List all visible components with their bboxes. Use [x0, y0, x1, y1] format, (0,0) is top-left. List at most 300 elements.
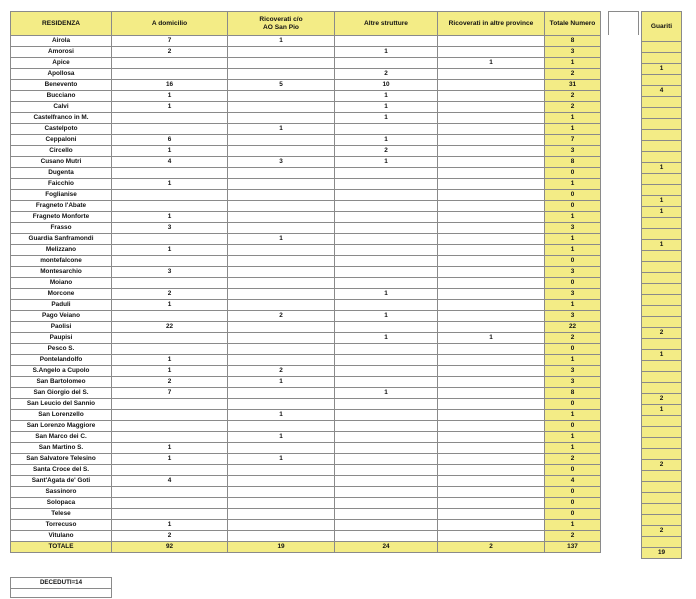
cell-province	[438, 377, 545, 388]
cell-domicilio: 16	[112, 80, 228, 91]
cell-domicilio: 1	[112, 179, 228, 190]
cell-totale: 3	[545, 377, 601, 388]
cell-domicilio: 1	[112, 355, 228, 366]
table-row	[11, 322, 601, 333]
cell-province	[438, 421, 545, 432]
cell-domicilio: 3	[112, 267, 228, 278]
cell-province	[438, 47, 545, 58]
cell-guariti: 1	[642, 405, 682, 416]
cell-residenza: San Leucio del Sannio	[11, 399, 112, 410]
cell-totale: 1	[545, 113, 601, 124]
cell-guariti	[642, 482, 682, 493]
deaths-label: DECEDUTI=14	[10, 577, 112, 589]
cell-domicilio: 1	[112, 454, 228, 465]
guariti-row	[642, 218, 682, 229]
cell-ricoverati	[228, 487, 335, 498]
cell-domicilio: 4	[112, 476, 228, 487]
cell-province	[438, 245, 545, 256]
cell-ricoverati	[228, 47, 335, 58]
guariti-row	[642, 306, 682, 317]
table-row	[11, 289, 601, 300]
cell-altre	[335, 190, 438, 201]
cell-ricoverati	[228, 256, 335, 267]
cell-guariti: 2	[642, 526, 682, 537]
cell-ricoverati: 2	[228, 311, 335, 322]
cell-province	[438, 146, 545, 157]
cell-altre	[335, 179, 438, 190]
cell-residenza: San Salvatore Telesino	[11, 454, 112, 465]
cell-totale: 8	[545, 36, 601, 47]
cell-guariti	[642, 361, 682, 372]
cell-ricoverati	[228, 113, 335, 124]
table-row	[11, 245, 601, 256]
cell-residenza: Ceppaloni	[11, 135, 112, 146]
table-row	[11, 102, 601, 113]
guariti-header-row	[642, 12, 682, 42]
cell-province	[438, 223, 545, 234]
guariti-row	[642, 75, 682, 86]
cell-domicilio	[112, 234, 228, 245]
table-row	[11, 69, 601, 80]
cell-province	[438, 267, 545, 278]
cell-guariti: 1	[642, 64, 682, 75]
cell-province	[438, 91, 545, 102]
deaths-empty-cell	[10, 588, 112, 598]
cell-residenza: San Bartolomeo	[11, 377, 112, 388]
cell-province	[438, 531, 545, 542]
cell-altre	[335, 465, 438, 476]
cell-ricoverati	[228, 190, 335, 201]
cell-province	[438, 201, 545, 212]
header-ricoverati	[228, 12, 335, 36]
cell-totale: 1	[545, 355, 601, 366]
guariti-row	[642, 361, 682, 372]
cell-guariti	[642, 97, 682, 108]
guariti-row	[642, 163, 682, 174]
guariti-row	[642, 229, 682, 240]
cell-domicilio	[112, 311, 228, 322]
guariti-row	[642, 130, 682, 141]
cell-residenza: montefalcone	[11, 256, 112, 267]
guariti-row	[642, 42, 682, 53]
cell-altre	[335, 212, 438, 223]
cell-guariti: 2	[642, 328, 682, 339]
cell-altre: 2	[335, 69, 438, 80]
cell-guariti	[642, 504, 682, 515]
cell-totale: 1	[545, 212, 601, 223]
cell-altre	[335, 245, 438, 256]
cell-province	[438, 69, 545, 80]
cell-totale: 3	[545, 267, 601, 278]
cell-altre	[335, 322, 438, 333]
cell-altre	[335, 520, 438, 531]
cell-guariti	[642, 262, 682, 273]
cell-guariti	[642, 152, 682, 163]
cell-totale: 0	[545, 487, 601, 498]
cell-domicilio: 1	[112, 91, 228, 102]
cell-province	[438, 344, 545, 355]
cell-totale: 0	[545, 509, 601, 520]
cell-altre	[335, 300, 438, 311]
cell-province	[438, 80, 545, 91]
cell-residenza: Benevento	[11, 80, 112, 91]
cell-totale: 3	[545, 146, 601, 157]
cell-province	[438, 157, 545, 168]
cell-totale: 0	[545, 256, 601, 267]
cell-residenza: Guardia Sanframondi	[11, 234, 112, 245]
cell-altre: 1	[335, 135, 438, 146]
cell-altre	[335, 58, 438, 69]
cell-altre: 2	[335, 146, 438, 157]
cell-totale: 1	[545, 410, 601, 421]
cell-altre	[335, 377, 438, 388]
cell-residenza: Solopaca	[11, 498, 112, 509]
cell-altre	[335, 454, 438, 465]
cell-ricoverati	[228, 531, 335, 542]
cell-residenza: Cusano Mutri	[11, 157, 112, 168]
cell-guariti: 1	[642, 207, 682, 218]
cell-totale: 4	[545, 476, 601, 487]
table-row	[11, 531, 601, 542]
cell-province	[438, 388, 545, 399]
cell-guariti	[642, 218, 682, 229]
table-row	[11, 399, 601, 410]
guariti-row	[642, 119, 682, 130]
cell-province	[438, 289, 545, 300]
guariti-row	[642, 449, 682, 460]
table-row	[11, 388, 601, 399]
cell-totale: 1	[545, 443, 601, 454]
cell-residenza: San Giorgio del S.	[11, 388, 112, 399]
cell-totale: 3	[545, 366, 601, 377]
cell-residenza: Pontelandolfo	[11, 355, 112, 366]
cell-altre: 1	[335, 47, 438, 58]
cell-altre: 1	[335, 311, 438, 322]
cell-guariti	[642, 251, 682, 262]
guariti-row	[642, 482, 682, 493]
table-row	[11, 201, 601, 212]
cell-guariti	[642, 295, 682, 306]
cell-domicilio	[112, 201, 228, 212]
header-domicilio: A domicilio	[112, 12, 228, 36]
cell-guariti	[642, 306, 682, 317]
cell-altre	[335, 476, 438, 487]
table-header-row	[11, 12, 601, 36]
guariti-row	[642, 64, 682, 75]
cell-ricoverati	[228, 498, 335, 509]
cell-ricoverati	[228, 322, 335, 333]
guariti-row	[642, 53, 682, 64]
cell-province	[438, 322, 545, 333]
guariti-row	[642, 416, 682, 427]
table-row	[11, 223, 601, 234]
cell-residenza: Morcone	[11, 289, 112, 300]
cell-province	[438, 509, 545, 520]
table-row	[11, 465, 601, 476]
header-guariti: Guariti	[642, 12, 682, 42]
cell-ricoverati	[228, 223, 335, 234]
cell-residenza: Frasso	[11, 223, 112, 234]
cell-domicilio	[112, 168, 228, 179]
cell-domicilio	[112, 256, 228, 267]
cell-domicilio	[112, 465, 228, 476]
cell-altre: 1	[335, 333, 438, 344]
cell-altre	[335, 256, 438, 267]
cell-residenza: Telese	[11, 509, 112, 520]
cell-guariti	[642, 493, 682, 504]
cell-guariti	[642, 174, 682, 185]
cell-residenza: Amorosi	[11, 47, 112, 58]
table-row	[11, 36, 601, 47]
cell-province	[438, 278, 545, 289]
cell-guariti	[642, 438, 682, 449]
guariti-row	[642, 97, 682, 108]
cell-totale: 2	[545, 531, 601, 542]
header-residenza: RESIDENZA	[11, 12, 112, 36]
cell-ricoverati	[228, 168, 335, 179]
blank-spacer-cell	[608, 11, 639, 35]
cell-totale: 2	[545, 454, 601, 465]
cell-altre	[335, 487, 438, 498]
header-ricoverati-line1: Ricoverati c/o	[259, 15, 303, 23]
cell-residenza: Vitulano	[11, 531, 112, 542]
guariti-row	[642, 438, 682, 449]
table-row	[11, 366, 601, 377]
cell-domicilio: 2	[112, 377, 228, 388]
cell-residenza: Foglianise	[11, 190, 112, 201]
cell-guariti	[642, 53, 682, 64]
table-row	[11, 476, 601, 487]
cell-altre: 1	[335, 102, 438, 113]
cell-domicilio	[112, 124, 228, 135]
guariti-row	[642, 515, 682, 526]
cell-guariti	[642, 284, 682, 295]
cell-residenza: Calvi	[11, 102, 112, 113]
cell-guariti	[642, 42, 682, 53]
cell-residenza: Fragneto l'Abate	[11, 201, 112, 212]
cell-ricoverati	[228, 388, 335, 399]
cell-residenza: Airola	[11, 36, 112, 47]
cell-province	[438, 179, 545, 190]
cell-totale: 1	[545, 432, 601, 443]
cell-domicilio	[112, 113, 228, 124]
table-row	[11, 135, 601, 146]
cell-altre	[335, 443, 438, 454]
table-row	[11, 410, 601, 421]
guariti-row	[642, 251, 682, 262]
cell-residenza: Montesarchio	[11, 267, 112, 278]
cell-ricoverati	[228, 520, 335, 531]
table-row	[11, 157, 601, 168]
cell-residenza: Bucciano	[11, 91, 112, 102]
table-row	[11, 509, 601, 520]
cell-domicilio: 1	[112, 245, 228, 256]
cell-province	[438, 520, 545, 531]
guariti-row	[642, 350, 682, 361]
cell-altre	[335, 36, 438, 47]
table-row	[11, 179, 601, 190]
cell-totale: 8	[545, 388, 601, 399]
cell-domicilio	[112, 58, 228, 69]
table-row	[11, 443, 601, 454]
cell-province	[438, 311, 545, 322]
header-ricoverati-line2: AO San Pio	[263, 23, 299, 31]
cell-ricoverati	[228, 146, 335, 157]
cell-guariti: 1	[642, 196, 682, 207]
cell-province	[438, 476, 545, 487]
guariti-row	[642, 383, 682, 394]
guariti-row	[642, 471, 682, 482]
cell-ricoverati	[228, 267, 335, 278]
cell-totale: 1	[545, 520, 601, 531]
cell-domicilio: 1	[112, 443, 228, 454]
cell-guariti	[642, 372, 682, 383]
cell-domicilio	[112, 190, 228, 201]
cell-residenza: Torrecuso	[11, 520, 112, 531]
cell-ricoverati	[228, 399, 335, 410]
cell-totale: 2	[545, 102, 601, 113]
table-row	[11, 80, 601, 91]
cell-totale: 0	[545, 421, 601, 432]
header-province: Ricoverati in altre province	[438, 12, 545, 36]
table-row	[11, 267, 601, 278]
cell-guariti	[642, 229, 682, 240]
cell-altre	[335, 234, 438, 245]
cell-domicilio	[112, 344, 228, 355]
cell-totale: 3	[545, 223, 601, 234]
cell-guariti: 1	[642, 240, 682, 251]
cell-domicilio: 1	[112, 366, 228, 377]
cell-ricoverati	[228, 344, 335, 355]
cell-guariti	[642, 339, 682, 350]
cell-province	[438, 102, 545, 113]
cell-altre: 1	[335, 289, 438, 300]
guariti-row	[642, 460, 682, 471]
cell-domicilio: 6	[112, 135, 228, 146]
table-row	[11, 421, 601, 432]
cell-ricoverati	[228, 300, 335, 311]
guariti-row	[642, 317, 682, 328]
cell-domicilio	[112, 509, 228, 520]
cell-altre	[335, 201, 438, 212]
cell-province: 1	[438, 58, 545, 69]
cell-domicilio	[112, 278, 228, 289]
cell-province	[438, 168, 545, 179]
cell-province	[438, 487, 545, 498]
cell-altre	[335, 223, 438, 234]
cell-totale: 0	[545, 278, 601, 289]
table-row	[11, 311, 601, 322]
cell-residenza: Castelfranco in M.	[11, 113, 112, 124]
cell-altre: 24	[335, 542, 438, 553]
table-row	[11, 487, 601, 498]
cell-province	[438, 212, 545, 223]
cell-guariti	[642, 185, 682, 196]
cell-guariti	[642, 449, 682, 460]
table-row	[11, 146, 601, 157]
cell-ricoverati	[228, 509, 335, 520]
cell-altre: 1	[335, 113, 438, 124]
cell-domicilio	[112, 487, 228, 498]
cell-totale: 2	[545, 91, 601, 102]
guariti-row	[642, 372, 682, 383]
cell-province	[438, 443, 545, 454]
table-row	[11, 498, 601, 509]
cell-domicilio: 7	[112, 388, 228, 399]
cell-residenza: Sant'Agata de' Goti	[11, 476, 112, 487]
cell-totale: 0	[545, 465, 601, 476]
cell-altre	[335, 267, 438, 278]
cell-domicilio: 7	[112, 36, 228, 47]
guariti-row	[642, 207, 682, 218]
cell-totale: 7	[545, 135, 601, 146]
cell-ricoverati: 1	[228, 410, 335, 421]
cell-ricoverati: 5	[228, 80, 335, 91]
cell-province	[438, 234, 545, 245]
cell-province	[438, 432, 545, 443]
guariti-row	[642, 196, 682, 207]
cell-guariti: 2	[642, 460, 682, 471]
cell-altre	[335, 168, 438, 179]
cell-ricoverati	[228, 58, 335, 69]
cell-province	[438, 300, 545, 311]
table-row	[11, 355, 601, 366]
cell-totale: 1	[545, 58, 601, 69]
cell-totale: 22	[545, 322, 601, 333]
totals-row	[11, 542, 601, 553]
cell-domicilio: 2	[112, 289, 228, 300]
table-row	[11, 520, 601, 531]
cell-guariti: 4	[642, 86, 682, 97]
table-row	[11, 91, 601, 102]
cell-residenza: Moiano	[11, 278, 112, 289]
cell-domicilio	[112, 498, 228, 509]
guariti-table	[641, 11, 682, 559]
guariti-row	[642, 152, 682, 163]
cell-guariti: 1	[642, 163, 682, 174]
cell-province	[438, 498, 545, 509]
cell-guariti	[642, 317, 682, 328]
cell-totale: 1	[545, 245, 601, 256]
cell-ricoverati	[228, 201, 335, 212]
cell-ricoverati: 3	[228, 157, 335, 168]
cases-table	[10, 11, 601, 553]
cell-ricoverati	[228, 102, 335, 113]
guariti-row	[642, 504, 682, 515]
cell-residenza: San Martino S.	[11, 443, 112, 454]
guariti-row	[642, 405, 682, 416]
cell-province	[438, 410, 545, 421]
table-row	[11, 124, 601, 135]
cell-totale: 1	[545, 179, 601, 190]
table-row	[11, 344, 601, 355]
guariti-row	[642, 427, 682, 438]
cell-altre: 1	[335, 91, 438, 102]
cell-ricoverati: 1	[228, 454, 335, 465]
cell-ricoverati: 2	[228, 366, 335, 377]
cell-province	[438, 465, 545, 476]
cell-totale: 0	[545, 498, 601, 509]
cell-totale: 0	[545, 399, 601, 410]
guariti-row	[642, 141, 682, 152]
cell-province	[438, 190, 545, 201]
guariti-row	[642, 328, 682, 339]
cell-altre	[335, 509, 438, 520]
cell-residenza: S.Angelo a Cupolo	[11, 366, 112, 377]
cell-guariti	[642, 130, 682, 141]
guariti-row	[642, 284, 682, 295]
cell-totale: 2	[545, 333, 601, 344]
